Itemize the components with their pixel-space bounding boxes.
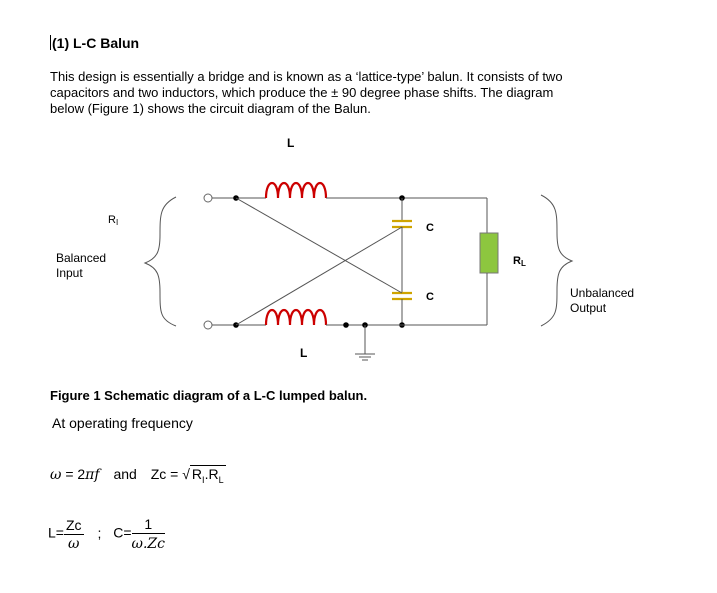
label-unbalanced: Unbalanced xyxy=(570,286,635,300)
eq-dot: . xyxy=(204,466,209,482)
sqrt-argument xyxy=(190,465,226,485)
paragraph-line: below (Figure 1) shows the circuit diagram of the Balun. xyxy=(50,101,371,116)
fraction-l-num: Zc xyxy=(65,516,82,533)
inductor-top xyxy=(266,183,326,198)
equation-l-c xyxy=(48,516,165,552)
eq-ri: R xyxy=(191,466,203,482)
eq-equals-l: = xyxy=(55,524,64,541)
fraction-c-den-text: ω.Zc xyxy=(131,536,165,552)
right-brace xyxy=(541,195,572,326)
load-resistor xyxy=(480,233,498,273)
f-symbol: f xyxy=(94,467,100,483)
terminal-top xyxy=(204,194,212,202)
fraction-c-den xyxy=(132,534,165,552)
eq-semicolon: ; xyxy=(97,524,102,541)
equation-omega xyxy=(50,466,226,485)
pi-symbol: π xyxy=(85,467,95,483)
sqrt-symbol: √ xyxy=(182,466,190,482)
junction-bottom-mid xyxy=(343,322,349,328)
label-r-load: RL xyxy=(513,255,526,268)
eq-ri-sub: I xyxy=(202,474,205,485)
eq-c: C xyxy=(113,524,124,541)
eq-zc: Zc xyxy=(150,466,167,482)
eq-l: L xyxy=(48,524,56,541)
label-cap-top: C xyxy=(426,222,434,234)
fraction-l-den: ω xyxy=(68,535,80,552)
eq-equals-c: = xyxy=(123,524,132,541)
operating-frequency-text: At operating frequency xyxy=(52,415,193,431)
fraction-l xyxy=(64,517,84,552)
label-output: Output xyxy=(570,301,607,315)
label-cap-bottom: C xyxy=(426,291,434,303)
left-brace xyxy=(145,197,176,326)
cross-wire-a xyxy=(236,198,402,293)
label-r-source: RI xyxy=(108,214,119,227)
eq-two: = 2 xyxy=(65,466,86,482)
paragraph-line: This design is essentially a bridge and is known as a ‘lattice-type’ balun. It consists of two xyxy=(50,69,563,84)
label-bottom-inductor: L xyxy=(300,346,308,360)
terminal-bottom xyxy=(204,321,212,329)
eq-rl: R xyxy=(208,466,219,482)
eq-equals: = xyxy=(170,466,179,482)
eq-rl-sub: L xyxy=(218,474,224,485)
label-balanced: Balanced xyxy=(56,251,107,265)
paragraph-line: capacitors and two inductors, which produce the ± 90 degree phase shifts. The diagram xyxy=(50,85,554,100)
section-heading-text: (1) L-C Balun xyxy=(52,35,140,51)
omega-symbol: ω xyxy=(50,467,62,483)
label-input: Input xyxy=(56,266,83,280)
inductor-bottom xyxy=(266,310,326,325)
fraction-c-num: 1 xyxy=(132,516,165,534)
eq-and: and xyxy=(113,466,137,482)
fraction-c xyxy=(132,516,165,552)
figure-caption: Figure 1 Schematic diagram of a L-C lumped balun. xyxy=(50,388,368,403)
label-top-inductor: L xyxy=(287,136,295,150)
